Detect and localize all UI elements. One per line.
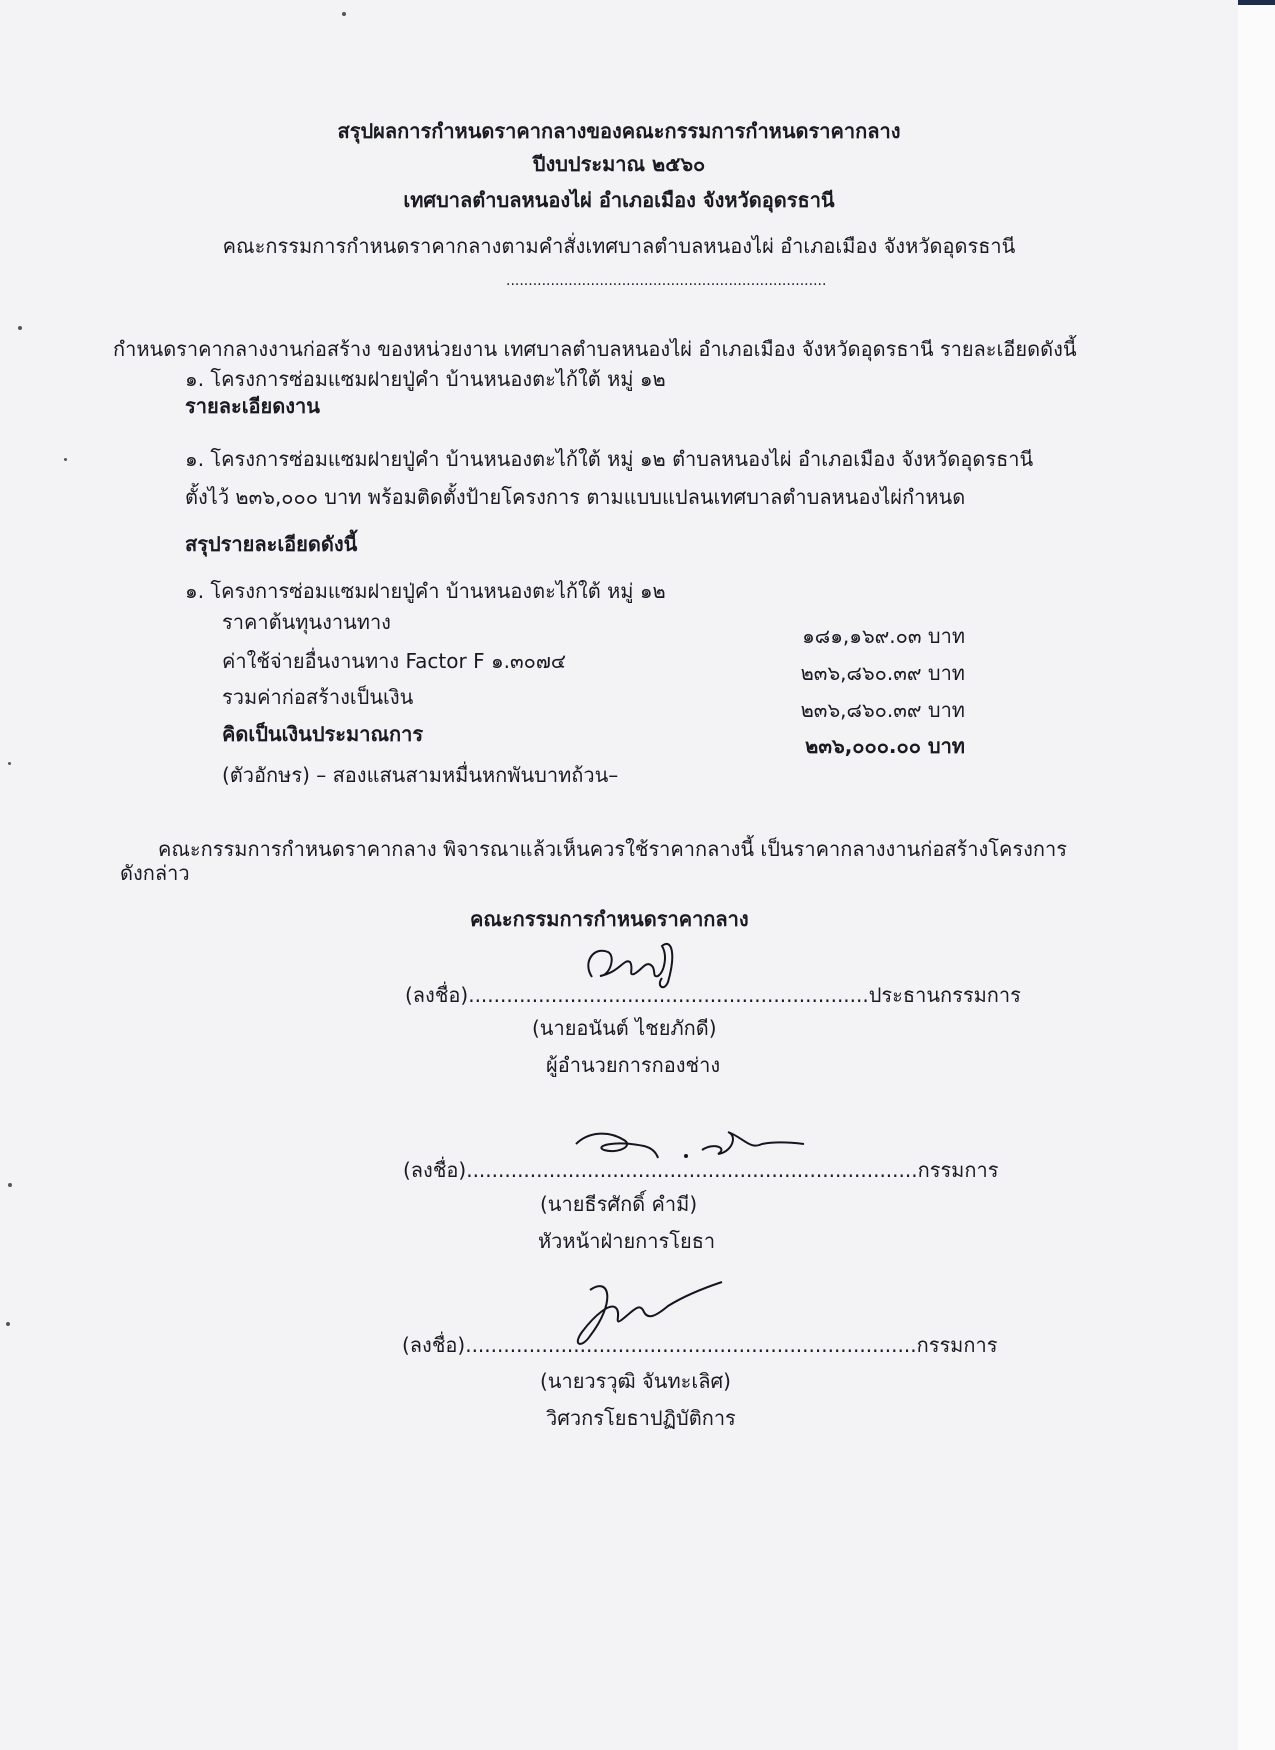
scan-speck: [6, 1322, 10, 1326]
header-separator: ........................................................................: [506, 273, 827, 289]
scan-speck: [8, 1183, 12, 1187]
organization-name: เทศบาลตำบลหนองไผ่ อำเภอเมือง จังหวัดอุดรธานี: [403, 188, 835, 212]
committee-heading: คณะกรรมการกำหนดราคากลาง: [470, 907, 749, 931]
estimate-total-value: ๒๓๖,๐๐๐.๐๐ บาท: [805, 734, 965, 758]
scan-speck: [342, 12, 346, 16]
summary-item: ๑. โครงการซ่อมแซมฝายปู่คำ บ้านหนองตะไก้ใต้ หมู่ ๑๒: [185, 579, 666, 603]
row-label-total: รวมค่าก่อสร้างเป็นเงิน: [222, 685, 414, 709]
row-value-estimate: ๒๓๖,๘๖๐.๓๙ บาท: [800, 698, 965, 722]
member-name-member-3: (นายวรวุฒิ จันทะเลิศ): [540, 1369, 731, 1393]
scan-speck: [18, 326, 22, 330]
member-name-member-2: (นายธีรศักดิ์ คำมี): [540, 1192, 698, 1216]
row-value-total: ๒๓๖,๘๖๐.๓๙ บาท: [800, 661, 965, 685]
scan-speck: [8, 762, 11, 765]
summary-heading: สรุปรายละเอียดดังนี้: [185, 532, 358, 556]
amount-in-words: (ตัวอักษร) – สองแสนสามหมื่นหกพันบาทถ้วน–: [222, 763, 619, 787]
sign-line-member-3: (ลงชื่อ).......................................................................กรรมการ: [402, 1333, 998, 1357]
scan-speck: [64, 458, 67, 461]
scan-edge-mark: [1238, 0, 1275, 5]
committee-subtitle: คณะกรรมการกำหนดราคากลางตามคำสั่งเทศบาลตำบลหนองไผ่ อำเภอเมือง จังหวัดอุดรธานี: [222, 234, 1016, 258]
member-position-chairman: ผู้อำนวยการกองช่าง: [546, 1053, 721, 1077]
intro-line: กำหนดราคากลางงานก่อสร้าง ของหน่วยงาน เทศบาลตำบลหนองไผ่ อำเภอเมือง จังหวัดอุดรธานี รายละเอียดดังนี้: [113, 337, 1077, 361]
details-heading: รายละเอียดงาน: [185, 394, 320, 418]
sign-line-chairman: (ลงชื่อ)...............................................................ประธานกรรมการ: [405, 983, 1021, 1007]
row-value-factor: ๑๘๑,๑๖๙.๐๓ บาท: [802, 624, 965, 648]
fiscal-year: ปีงบประมาณ ๒๕๖๐: [532, 152, 706, 176]
intro-item: ๑. โครงการซ่อมแซมฝายปู่คำ บ้านหนองตะไก้ใต้ หมู่ ๑๒: [185, 367, 666, 391]
sign-line-member-2: (ลงชื่อ).......................................................................กรรมการ: [403, 1158, 999, 1182]
details-line-1: ๑. โครงการซ่อมแซมฝายปู่คำ บ้านหนองตะไก้ใต้ หมู่ ๑๒ ตำบลหนองไผ่ อำเภอเมือง จังหวัดอุดรธานี: [185, 447, 1034, 471]
scan-margin: [1238, 0, 1275, 1750]
conclusion-line-1: คณะกรรมการกำหนดราคากลาง พิจารณาแล้วเห็นควรใช้ราคากลางนี้ เป็นราคากลางงานก่อสร้างโครงการ: [158, 837, 1068, 861]
row-label-estimate: คิดเป็นเงินประมาณการ: [222, 722, 424, 746]
member-position-member-3: วิศวกรโยธาปฏิบัติการ: [546, 1406, 736, 1430]
document-title: สรุปผลการกำหนดราคากลางของคณะกรรมการกำหนดราคากลาง: [337, 119, 901, 143]
member-position-member-2: หัวหน้าฝ่ายการโยธา: [538, 1229, 716, 1253]
conclusion-line-2: ดังกล่าว: [120, 861, 190, 885]
row-label-cost: ราคาต้นทุนงานทาง: [222, 610, 391, 634]
row-label-factor: ค่าใช้จ่ายอื่นงานทาง Factor F ๑.๓๐๗๔: [222, 649, 567, 673]
details-line-2: ตั้งไว้ ๒๓๖,๐๐๐ บาท พร้อมติดตั้งป้ายโครงการ ตามแบบแปลนเทศบาลตำบลหนองไผ่กำหนด: [185, 485, 966, 509]
member-name-chairman: (นายอนันต์ ไชยภักดี): [532, 1016, 717, 1040]
